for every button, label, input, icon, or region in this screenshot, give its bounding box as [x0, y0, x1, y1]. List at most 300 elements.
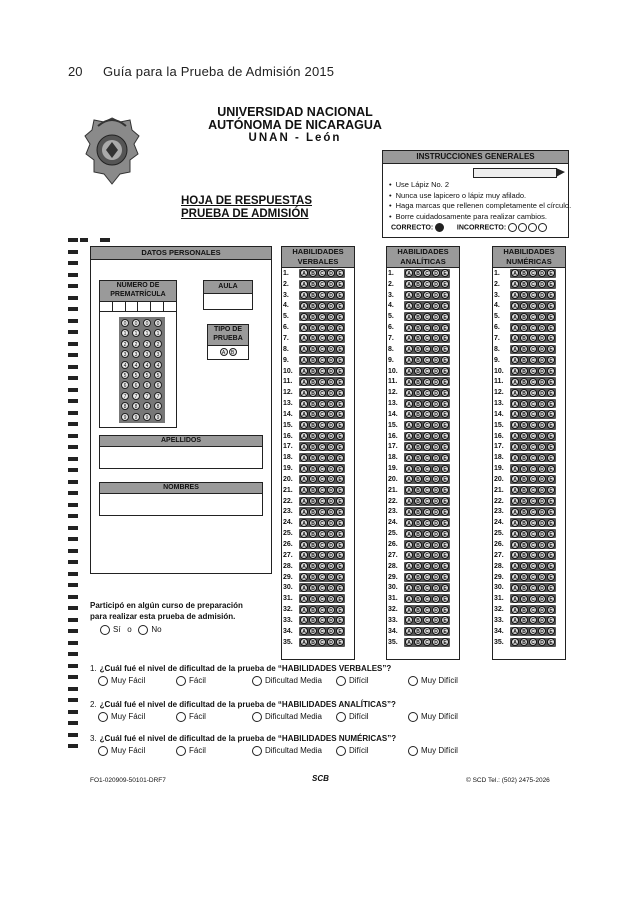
- answer-bubble[interactable]: E: [336, 530, 344, 538]
- answer-bubble[interactable]: C: [529, 616, 537, 624]
- answer-bubble[interactable]: D: [432, 508, 440, 516]
- answer-bubble[interactable]: E: [441, 280, 449, 288]
- answer-bubble[interactable]: E: [441, 508, 449, 516]
- answer-bubble[interactable]: B: [414, 519, 422, 527]
- answer-bubble[interactable]: B: [309, 302, 317, 310]
- answer-bubble[interactable]: E: [336, 334, 344, 342]
- answer-bubble[interactable]: D: [538, 465, 546, 473]
- answer-bubble[interactable]: E: [441, 291, 449, 299]
- difficulty-option[interactable]: Muy Difícil: [408, 712, 458, 722]
- answer-bubble[interactable]: C: [423, 302, 431, 310]
- answer-bubble[interactable]: C: [318, 432, 326, 440]
- answer-bubble[interactable]: C: [423, 378, 431, 386]
- answer-bubble[interactable]: C: [529, 541, 537, 549]
- answer-bubble[interactable]: C: [318, 465, 326, 473]
- answer-bubble[interactable]: C: [318, 313, 326, 321]
- answer-bubble[interactable]: C: [529, 562, 537, 570]
- answer-bubble[interactable]: C: [423, 421, 431, 429]
- answer-bubble[interactable]: E: [441, 638, 449, 646]
- answer-bubble[interactable]: A: [511, 584, 519, 592]
- answer-bubble[interactable]: B: [414, 616, 422, 624]
- answer-bubble[interactable]: A: [511, 324, 519, 332]
- answer-bubble[interactable]: B: [520, 367, 528, 375]
- answer-bubble[interactable]: A: [405, 410, 413, 418]
- answer-bubble[interactable]: B: [520, 443, 528, 451]
- answer-bubble[interactable]: C: [423, 410, 431, 418]
- answer-bubble[interactable]: B: [414, 400, 422, 408]
- difficulty-option[interactable]: Muy Fácil: [98, 712, 145, 722]
- answer-bubble[interactable]: A: [300, 334, 308, 342]
- digit-bubble[interactable]: 7: [154, 392, 162, 400]
- answer-bubble[interactable]: E: [336, 551, 344, 559]
- answer-bubble[interactable]: D: [432, 400, 440, 408]
- answer-bubble[interactable]: A: [300, 486, 308, 494]
- answer-bubble[interactable]: A: [300, 313, 308, 321]
- answer-bubble[interactable]: B: [414, 486, 422, 494]
- answer-bubble[interactable]: D: [538, 454, 546, 462]
- answer-bubble[interactable]: A: [300, 324, 308, 332]
- answer-bubble[interactable]: E: [336, 400, 344, 408]
- answer-bubble[interactable]: C: [423, 562, 431, 570]
- answer-bubble[interactable]: B: [414, 595, 422, 603]
- answer-bubble[interactable]: B: [520, 616, 528, 624]
- answer-bubble[interactable]: C: [529, 595, 537, 603]
- answer-bubble[interactable]: E: [336, 410, 344, 418]
- answer-bubble[interactable]: D: [432, 616, 440, 624]
- answer-bubble[interactable]: B: [520, 551, 528, 559]
- answer-bubble[interactable]: D: [327, 486, 335, 494]
- answer-bubble[interactable]: D: [327, 421, 335, 429]
- answer-bubble[interactable]: A: [405, 345, 413, 353]
- answer-bubble[interactable]: D: [327, 551, 335, 559]
- answer-bubble[interactable]: B: [309, 269, 317, 277]
- answer-bubble[interactable]: A: [511, 313, 519, 321]
- answer-bubble[interactable]: C: [529, 345, 537, 353]
- answer-bubble[interactable]: E: [547, 465, 555, 473]
- digit-bubble[interactable]: 4: [132, 361, 140, 369]
- answer-bubble[interactable]: C: [529, 410, 537, 418]
- answer-bubble[interactable]: D: [538, 378, 546, 386]
- answer-bubble[interactable]: E: [336, 443, 344, 451]
- answer-bubble[interactable]: D: [538, 551, 546, 559]
- answer-bubble[interactable]: D: [538, 410, 546, 418]
- digit-bubble[interactable]: 0: [121, 319, 129, 327]
- answer-bubble[interactable]: A: [300, 378, 308, 386]
- answer-bubble[interactable]: D: [538, 389, 546, 397]
- difficulty-option[interactable]: Difícil: [336, 712, 369, 722]
- answer-bubble[interactable]: A: [405, 519, 413, 527]
- no-radio[interactable]: [138, 625, 148, 635]
- answer-bubble[interactable]: A: [511, 291, 519, 299]
- answer-bubble[interactable]: E: [336, 302, 344, 310]
- answer-bubble[interactable]: D: [327, 356, 335, 364]
- answer-bubble[interactable]: B: [309, 389, 317, 397]
- difficulty-option[interactable]: Dificultad Media: [252, 676, 322, 686]
- answer-bubble[interactable]: D: [327, 432, 335, 440]
- answer-bubble[interactable]: A: [405, 378, 413, 386]
- answer-bubble[interactable]: E: [547, 541, 555, 549]
- answer-bubble[interactable]: B: [520, 454, 528, 462]
- answer-bubble[interactable]: E: [441, 541, 449, 549]
- answer-bubble[interactable]: C: [529, 280, 537, 288]
- answer-bubble[interactable]: E: [441, 454, 449, 462]
- answer-bubble[interactable]: B: [414, 356, 422, 364]
- answer-bubble[interactable]: A: [511, 551, 519, 559]
- answer-bubble[interactable]: E: [547, 313, 555, 321]
- answer-bubble[interactable]: E: [336, 616, 344, 624]
- answer-bubble[interactable]: C: [423, 280, 431, 288]
- answer-bubble[interactable]: B: [309, 421, 317, 429]
- answer-bubble[interactable]: D: [327, 584, 335, 592]
- answer-bubble[interactable]: C: [529, 551, 537, 559]
- answer-bubble[interactable]: A: [300, 508, 308, 516]
- answer-bubble[interactable]: A: [300, 627, 308, 635]
- answer-bubble[interactable]: B: [309, 519, 317, 527]
- answer-bubble[interactable]: A: [511, 497, 519, 505]
- answer-bubble[interactable]: C: [423, 454, 431, 462]
- answer-bubble[interactable]: A: [300, 421, 308, 429]
- answer-bubble[interactable]: D: [327, 616, 335, 624]
- answer-bubble[interactable]: C: [529, 269, 537, 277]
- answer-bubble[interactable]: A: [511, 606, 519, 614]
- answer-bubble[interactable]: D: [538, 345, 546, 353]
- answer-bubble[interactable]: D: [538, 475, 546, 483]
- answer-bubble[interactable]: B: [414, 584, 422, 592]
- answer-bubble[interactable]: B: [309, 616, 317, 624]
- answer-bubble[interactable]: A: [300, 356, 308, 364]
- answer-bubble[interactable]: D: [432, 465, 440, 473]
- answer-bubble[interactable]: A: [511, 616, 519, 624]
- answer-bubble[interactable]: A: [405, 269, 413, 277]
- answer-bubble[interactable]: B: [309, 475, 317, 483]
- answer-bubble[interactable]: C: [529, 378, 537, 386]
- answer-bubble[interactable]: B: [414, 638, 422, 646]
- tipo-option-bubble[interactable]: B: [229, 348, 237, 356]
- answer-bubble[interactable]: D: [432, 291, 440, 299]
- answer-bubble[interactable]: C: [529, 367, 537, 375]
- digit-bubble[interactable]: 1: [121, 329, 129, 337]
- answer-bubble[interactable]: A: [405, 454, 413, 462]
- answer-bubble[interactable]: C: [529, 291, 537, 299]
- answer-bubble[interactable]: D: [538, 562, 546, 570]
- answer-bubble[interactable]: B: [414, 541, 422, 549]
- answer-bubble[interactable]: A: [405, 475, 413, 483]
- answer-bubble[interactable]: D: [327, 389, 335, 397]
- answer-bubble[interactable]: C: [423, 443, 431, 451]
- answer-bubble[interactable]: C: [529, 356, 537, 364]
- answer-bubble[interactable]: B: [414, 378, 422, 386]
- answer-bubble[interactable]: D: [432, 443, 440, 451]
- answer-bubble[interactable]: E: [547, 497, 555, 505]
- answer-bubble[interactable]: B: [414, 508, 422, 516]
- digit-bubble[interactable]: 5: [143, 371, 151, 379]
- answer-bubble[interactable]: D: [327, 497, 335, 505]
- answer-bubble[interactable]: A: [511, 541, 519, 549]
- digit-bubble[interactable]: 4: [154, 361, 162, 369]
- answer-bubble[interactable]: D: [327, 443, 335, 451]
- answer-bubble[interactable]: B: [309, 486, 317, 494]
- answer-bubble[interactable]: A: [300, 638, 308, 646]
- answer-bubble[interactable]: E: [441, 497, 449, 505]
- difficulty-option[interactable]: Dificultad Media: [252, 712, 322, 722]
- answer-bubble[interactable]: B: [309, 345, 317, 353]
- answer-bubble[interactable]: B: [520, 584, 528, 592]
- answer-bubble[interactable]: B: [309, 595, 317, 603]
- digit-bubble[interactable]: 1: [143, 329, 151, 337]
- answer-bubble[interactable]: E: [336, 562, 344, 570]
- answer-bubble[interactable]: A: [405, 562, 413, 570]
- answer-bubble[interactable]: B: [520, 541, 528, 549]
- answer-bubble[interactable]: B: [309, 638, 317, 646]
- digit-bubble[interactable]: 8: [143, 402, 151, 410]
- answer-bubble[interactable]: E: [441, 551, 449, 559]
- answer-bubble[interactable]: B: [309, 410, 317, 418]
- answer-bubble[interactable]: D: [432, 378, 440, 386]
- answer-bubble[interactable]: C: [318, 551, 326, 559]
- answer-bubble[interactable]: C: [318, 400, 326, 408]
- answer-bubble[interactable]: B: [520, 410, 528, 418]
- answer-bubble[interactable]: B: [309, 280, 317, 288]
- answer-bubble[interactable]: D: [327, 638, 335, 646]
- entry-cell[interactable]: [164, 302, 176, 312]
- answer-bubble[interactable]: A: [405, 356, 413, 364]
- answer-bubble[interactable]: C: [318, 486, 326, 494]
- answer-bubble[interactable]: E: [336, 465, 344, 473]
- answer-bubble[interactable]: B: [520, 389, 528, 397]
- answer-bubble[interactable]: C: [318, 454, 326, 462]
- answer-bubble[interactable]: C: [318, 443, 326, 451]
- answer-bubble[interactable]: A: [405, 616, 413, 624]
- answer-bubble[interactable]: A: [511, 302, 519, 310]
- answer-bubble[interactable]: B: [414, 313, 422, 321]
- answer-bubble[interactable]: A: [511, 367, 519, 375]
- answer-bubble[interactable]: E: [547, 302, 555, 310]
- answer-bubble[interactable]: E: [441, 432, 449, 440]
- answer-bubble[interactable]: E: [547, 410, 555, 418]
- answer-bubble[interactable]: E: [547, 584, 555, 592]
- answer-bubble[interactable]: C: [423, 291, 431, 299]
- answer-bubble[interactable]: A: [300, 573, 308, 581]
- answer-bubble[interactable]: C: [423, 541, 431, 549]
- digit-bubble[interactable]: 0: [132, 319, 140, 327]
- difficulty-option[interactable]: Difícil: [336, 746, 369, 756]
- answer-bubble[interactable]: B: [309, 627, 317, 635]
- answer-bubble[interactable]: A: [511, 280, 519, 288]
- answer-bubble[interactable]: E: [336, 356, 344, 364]
- answer-bubble[interactable]: D: [327, 313, 335, 321]
- tipo-option-bubble[interactable]: A: [220, 348, 228, 356]
- answer-bubble[interactable]: E: [547, 389, 555, 397]
- answer-bubble[interactable]: B: [309, 584, 317, 592]
- answer-bubble[interactable]: C: [529, 432, 537, 440]
- answer-bubble[interactable]: D: [432, 530, 440, 538]
- answer-bubble[interactable]: A: [511, 334, 519, 342]
- answer-bubble[interactable]: D: [432, 519, 440, 527]
- answer-bubble[interactable]: A: [300, 616, 308, 624]
- entry-cell[interactable]: [100, 302, 113, 312]
- answer-bubble[interactable]: A: [511, 378, 519, 386]
- answer-bubble[interactable]: A: [511, 638, 519, 646]
- answer-bubble[interactable]: A: [511, 486, 519, 494]
- answer-bubble[interactable]: E: [547, 324, 555, 332]
- answer-bubble[interactable]: C: [318, 291, 326, 299]
- answer-bubble[interactable]: D: [432, 280, 440, 288]
- answer-bubble[interactable]: B: [520, 421, 528, 429]
- answer-bubble[interactable]: D: [538, 616, 546, 624]
- answer-bubble[interactable]: C: [318, 573, 326, 581]
- answer-bubble[interactable]: B: [309, 551, 317, 559]
- answer-bubble[interactable]: A: [511, 530, 519, 538]
- answer-bubble[interactable]: B: [309, 465, 317, 473]
- answer-bubble[interactable]: E: [441, 573, 449, 581]
- answer-bubble[interactable]: A: [300, 595, 308, 603]
- answer-bubble[interactable]: E: [547, 378, 555, 386]
- answer-bubble[interactable]: D: [432, 627, 440, 635]
- answer-bubble[interactable]: C: [318, 280, 326, 288]
- answer-bubble[interactable]: E: [336, 584, 344, 592]
- answer-bubble[interactable]: D: [432, 562, 440, 570]
- answer-bubble[interactable]: C: [529, 606, 537, 614]
- digit-bubble[interactable]: 6: [143, 381, 151, 389]
- answer-bubble[interactable]: A: [405, 530, 413, 538]
- answer-bubble[interactable]: D: [327, 475, 335, 483]
- answer-bubble[interactable]: E: [441, 356, 449, 364]
- answer-bubble[interactable]: E: [336, 606, 344, 614]
- answer-bubble[interactable]: C: [318, 595, 326, 603]
- answer-bubble[interactable]: E: [441, 530, 449, 538]
- answer-bubble[interactable]: B: [520, 280, 528, 288]
- answer-bubble[interactable]: A: [405, 584, 413, 592]
- answer-bubble[interactable]: A: [511, 421, 519, 429]
- answer-bubble[interactable]: A: [405, 432, 413, 440]
- answer-bubble[interactable]: C: [318, 367, 326, 375]
- digit-bubble[interactable]: 9: [121, 413, 129, 421]
- entry-cell[interactable]: [126, 302, 139, 312]
- answer-bubble[interactable]: E: [336, 638, 344, 646]
- digit-bubble[interactable]: 6: [121, 381, 129, 389]
- answer-bubble[interactable]: B: [520, 465, 528, 473]
- answer-bubble[interactable]: C: [423, 345, 431, 353]
- answer-bubble[interactable]: D: [327, 573, 335, 581]
- answer-bubble[interactable]: C: [529, 443, 537, 451]
- answer-bubble[interactable]: C: [529, 313, 537, 321]
- answer-bubble[interactable]: E: [547, 638, 555, 646]
- digit-bubble[interactable]: 0: [154, 319, 162, 327]
- answer-bubble[interactable]: B: [414, 475, 422, 483]
- answer-bubble[interactable]: B: [414, 454, 422, 462]
- answer-bubble[interactable]: E: [336, 432, 344, 440]
- entry-cell[interactable]: [113, 302, 126, 312]
- answer-bubble[interactable]: E: [547, 551, 555, 559]
- digit-bubble[interactable]: 1: [132, 329, 140, 337]
- answer-bubble[interactable]: B: [414, 334, 422, 342]
- answer-bubble[interactable]: D: [538, 302, 546, 310]
- answer-bubble[interactable]: E: [441, 345, 449, 353]
- answer-bubble[interactable]: B: [309, 562, 317, 570]
- difficulty-option[interactable]: Dificultad Media: [252, 746, 322, 756]
- answer-bubble[interactable]: C: [318, 627, 326, 635]
- answer-bubble[interactable]: E: [441, 606, 449, 614]
- answer-bubble[interactable]: E: [336, 497, 344, 505]
- answer-bubble[interactable]: A: [511, 389, 519, 397]
- answer-bubble[interactable]: E: [547, 573, 555, 581]
- answer-bubble[interactable]: D: [432, 432, 440, 440]
- answer-bubble[interactable]: E: [441, 443, 449, 451]
- answer-bubble[interactable]: A: [300, 475, 308, 483]
- digit-bubble[interactable]: 2: [132, 340, 140, 348]
- answer-bubble[interactable]: D: [327, 378, 335, 386]
- answer-bubble[interactable]: A: [511, 269, 519, 277]
- answer-bubble[interactable]: B: [520, 400, 528, 408]
- answer-bubble[interactable]: B: [414, 269, 422, 277]
- digit-bubble[interactable]: 7: [132, 392, 140, 400]
- answer-bubble[interactable]: B: [520, 269, 528, 277]
- answer-bubble[interactable]: C: [423, 595, 431, 603]
- answer-bubble[interactable]: C: [529, 334, 537, 342]
- digit-bubble[interactable]: 5: [132, 371, 140, 379]
- answer-bubble[interactable]: A: [405, 606, 413, 614]
- answer-bubble[interactable]: A: [300, 367, 308, 375]
- answer-bubble[interactable]: A: [300, 454, 308, 462]
- digit-bubble[interactable]: 3: [143, 350, 151, 358]
- answer-bubble[interactable]: C: [529, 421, 537, 429]
- answer-bubble[interactable]: D: [432, 421, 440, 429]
- answer-bubble[interactable]: D: [432, 302, 440, 310]
- digit-bubble[interactable]: 2: [143, 340, 151, 348]
- answer-bubble[interactable]: C: [423, 389, 431, 397]
- answer-bubble[interactable]: E: [547, 627, 555, 635]
- answer-bubble[interactable]: A: [511, 356, 519, 364]
- answer-bubble[interactable]: E: [547, 400, 555, 408]
- digit-bubble[interactable]: 6: [154, 381, 162, 389]
- difficulty-option[interactable]: Fácil: [176, 746, 206, 756]
- answer-bubble[interactable]: C: [423, 551, 431, 559]
- answer-bubble[interactable]: C: [318, 508, 326, 516]
- answer-bubble[interactable]: C: [318, 562, 326, 570]
- answer-bubble[interactable]: D: [327, 345, 335, 353]
- answer-bubble[interactable]: E: [547, 519, 555, 527]
- answer-bubble[interactable]: A: [300, 541, 308, 549]
- answer-bubble[interactable]: B: [520, 378, 528, 386]
- answer-bubble[interactable]: B: [520, 519, 528, 527]
- digit-bubble[interactable]: 3: [132, 350, 140, 358]
- answer-bubble[interactable]: A: [405, 367, 413, 375]
- answer-bubble[interactable]: E: [547, 291, 555, 299]
- answer-bubble[interactable]: E: [441, 475, 449, 483]
- answer-bubble[interactable]: C: [318, 421, 326, 429]
- answer-bubble[interactable]: C: [423, 269, 431, 277]
- answer-bubble[interactable]: A: [300, 519, 308, 527]
- answer-bubble[interactable]: B: [414, 551, 422, 559]
- digit-bubble[interactable]: 9: [143, 413, 151, 421]
- answer-bubble[interactable]: C: [529, 573, 537, 581]
- answer-bubble[interactable]: D: [432, 367, 440, 375]
- answer-bubble[interactable]: D: [538, 530, 546, 538]
- answer-bubble[interactable]: B: [309, 378, 317, 386]
- answer-bubble[interactable]: A: [300, 345, 308, 353]
- digit-bubble[interactable]: 7: [143, 392, 151, 400]
- answer-bubble[interactable]: C: [529, 486, 537, 494]
- answer-bubble[interactable]: A: [300, 302, 308, 310]
- answer-bubble[interactable]: C: [423, 616, 431, 624]
- answer-bubble[interactable]: E: [547, 421, 555, 429]
- answer-bubble[interactable]: D: [432, 584, 440, 592]
- answer-bubble[interactable]: D: [432, 334, 440, 342]
- answer-bubble[interactable]: B: [414, 530, 422, 538]
- digit-bubble[interactable]: 0: [143, 319, 151, 327]
- answer-bubble[interactable]: B: [520, 497, 528, 505]
- answer-bubble[interactable]: E: [336, 595, 344, 603]
